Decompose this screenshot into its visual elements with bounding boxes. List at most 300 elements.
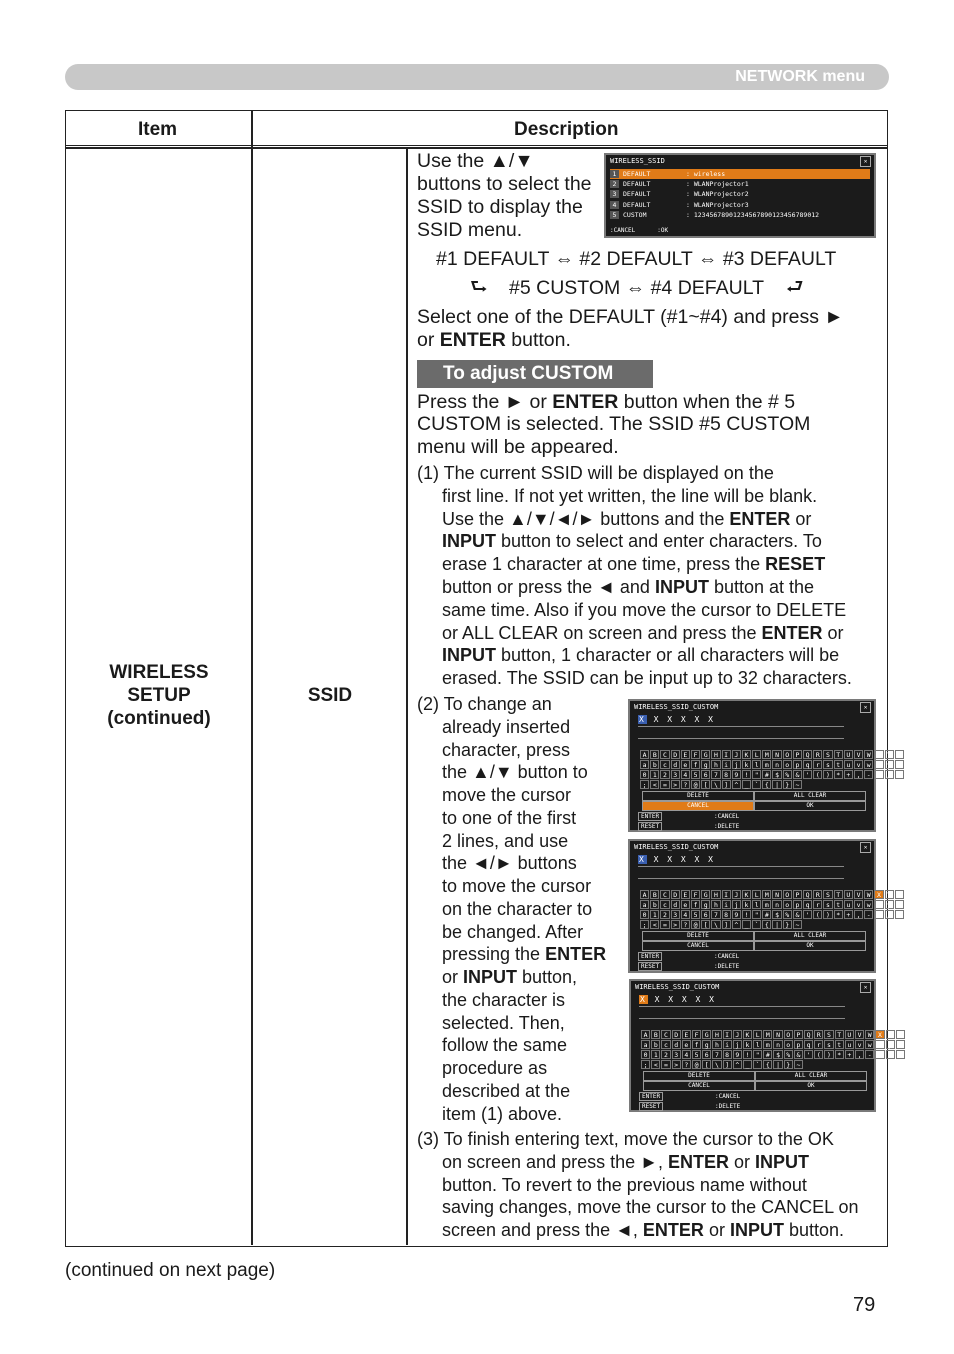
char-key: L: [752, 890, 761, 899]
char-key: {: [763, 1060, 772, 1069]
select-line-2: or ENTER button.: [417, 329, 571, 351]
char-key: U: [845, 1030, 854, 1039]
char-key: P: [793, 750, 802, 759]
close-icon: ✕: [860, 156, 871, 167]
char-key: ': [803, 910, 812, 919]
step2-line: to move the cursor: [442, 876, 592, 896]
char-key: d: [671, 760, 680, 769]
char-key: 2: [661, 1050, 670, 1059]
char-key: A: [640, 890, 649, 899]
char-key: d: [671, 900, 680, 909]
char-key: _: [742, 780, 751, 789]
row-name: CUSTOM: [623, 210, 647, 219]
char-key: Y: [885, 890, 894, 899]
char-key: J: [732, 890, 741, 899]
char-key: k: [742, 900, 751, 909]
col-divider-2: [406, 147, 408, 1245]
all-clear-button: ALL CLEAR: [754, 931, 866, 941]
char-key: >: [671, 780, 680, 789]
ssid-menu-row[interactable]: [610, 169, 870, 179]
char-key: F: [692, 1030, 701, 1039]
ssid-entry-line: X X X X X X: [639, 715, 715, 724]
press-line-1: Press the ► or ENTER button when the # 5: [417, 391, 796, 413]
char-key: G: [701, 890, 710, 899]
char-key: i: [722, 900, 731, 909]
char-key: r: [814, 1040, 823, 1049]
char-key: ,: [854, 910, 863, 919]
char-key: x: [875, 1040, 884, 1049]
sub-item-cell: SSID: [307, 685, 353, 706]
ssid-menu-row[interactable]: [610, 210, 870, 220]
delete-button: DELETE: [642, 931, 754, 941]
ssid-entry-line: X X X X X X: [640, 995, 716, 1004]
char-key: a: [640, 760, 649, 769]
char-key: ;: [640, 780, 649, 789]
step2-line: 2 lines, and use: [442, 830, 569, 851]
char-key: ): [824, 1050, 833, 1059]
char-key: 3: [671, 770, 680, 779]
char-key: y: [885, 900, 894, 909]
char-key: `: [752, 780, 761, 789]
char-key: 2: [660, 770, 669, 779]
char-key: o: [783, 760, 792, 769]
footer-enter: ENTER :CANCEL: [638, 952, 662, 961]
char-key: (: [814, 1050, 823, 1059]
char-key: f: [692, 1040, 701, 1049]
char-key: h: [711, 900, 720, 909]
step2-line: already inserted: [442, 716, 571, 737]
char-key: 3: [672, 1050, 681, 1059]
char-key: S: [823, 890, 832, 899]
char-key: ^: [732, 780, 741, 789]
char-key: E: [682, 1030, 691, 1039]
char-key: r: [813, 760, 822, 769]
char-key: ": [752, 910, 761, 919]
cycle-line-2: #5 CUSTOM ⇔ #4 DEFAULT: [509, 277, 765, 299]
custom-menu-title: WIRELESS_SSID_CUSTOM: [635, 983, 720, 991]
char-key: .: [874, 770, 883, 779]
char-key: N: [772, 750, 781, 759]
step2-line: procedure as: [442, 1058, 548, 1078]
char-key: ): [823, 770, 832, 779]
cancel-button: CANCEL: [642, 801, 754, 811]
step2-line: the ◄/► buttons: [442, 853, 577, 874]
char-key: v: [855, 1040, 864, 1049]
row-value: : WLANProjector3: [686, 200, 749, 209]
table-header: [66, 111, 887, 146]
char-key: g: [702, 1040, 711, 1049]
char-key: ,: [854, 770, 863, 779]
character-grid: [640, 750, 905, 790]
char-key: o: [783, 900, 792, 909]
char-key: /: [885, 910, 894, 919]
ssid-menu-row[interactable]: [610, 189, 870, 199]
char-key: a: [640, 900, 649, 909]
char-key: ~: [794, 1060, 803, 1069]
char-key: F: [691, 750, 700, 759]
char-key: q: [803, 900, 812, 909]
char-key: 9: [732, 770, 741, 779]
char-key: }: [783, 780, 792, 789]
char-key: <: [651, 1060, 660, 1069]
ok-button: OK: [755, 1081, 867, 1091]
char-key: u: [844, 900, 853, 909]
item-line: SETUP: [127, 685, 191, 706]
char-key: _: [742, 920, 751, 929]
char-key: ^: [733, 1060, 742, 1069]
char-key: b: [650, 900, 659, 909]
char-key: 7: [711, 770, 720, 779]
step2-line: or INPUT button,: [442, 967, 578, 987]
char-key: p: [793, 900, 802, 909]
char-key: A: [640, 750, 649, 759]
char-key: h: [712, 1040, 721, 1049]
char-key: v: [854, 760, 863, 769]
col-desc-header: Description: [514, 119, 619, 140]
char-key: Z: [895, 890, 904, 899]
char-key: J: [732, 750, 741, 759]
char-key: +: [844, 910, 853, 919]
char-key: Z: [896, 1030, 905, 1039]
char-key: %: [784, 1050, 793, 1059]
char-key: R: [813, 750, 822, 759]
char-key: T: [834, 750, 843, 759]
char-key: [: [701, 920, 710, 929]
char-key: g: [701, 900, 710, 909]
char-key: D: [671, 750, 680, 759]
step2-line: character, press: [442, 739, 571, 760]
char-key: T: [834, 890, 843, 899]
char-key: e: [681, 760, 690, 769]
char-key: F: [691, 890, 700, 899]
char-key: 8: [722, 910, 731, 919]
char-key: *: [834, 910, 843, 919]
char-key: ;: [640, 920, 649, 929]
char-key: t: [834, 760, 843, 769]
char-key: $: [773, 1050, 782, 1059]
char-key: (: [813, 910, 822, 919]
step2-line: item (1) above.: [442, 1103, 563, 1124]
char-key: s: [823, 760, 832, 769]
cycle-arrow-left: ⮑: [470, 276, 488, 298]
all-clear-button: ALL CLEAR: [754, 791, 866, 801]
cycle-arrow-right: ⮐: [786, 276, 804, 298]
char-key: y: [885, 760, 894, 769]
char-key: X: [875, 1030, 884, 1039]
char-key: y: [886, 1040, 895, 1049]
char-key: 1: [650, 770, 659, 779]
step2-line: described at the: [442, 1080, 571, 1101]
char-key: u: [845, 1040, 854, 1049]
char-key: t: [835, 1040, 844, 1049]
custom-menu-screenshot-3: [629, 979, 903, 1112]
char-key: ?: [682, 1060, 691, 1069]
step1-line: same time. Also if you move the cursor to DELETE: [442, 599, 847, 620]
char-key: m: [762, 900, 771, 909]
row-number: 4: [610, 201, 619, 209]
char-key: \: [712, 1060, 721, 1069]
char-key: O: [784, 1030, 793, 1039]
close-icon: ✕: [860, 842, 871, 853]
char-key: f: [691, 760, 700, 769]
char-key: =: [660, 920, 669, 929]
char-key: U: [844, 890, 853, 899]
char-key: p: [794, 1040, 803, 1049]
char-key: B: [650, 750, 659, 759]
char-key: B: [651, 1030, 660, 1039]
char-key: #: [762, 910, 771, 919]
custom-menu-screenshot-2: [628, 839, 902, 973]
step3-line: on screen and press the ►, ENTER or INPUT: [442, 1151, 809, 1172]
char-key: Q: [803, 890, 812, 899]
char-key: X: [874, 750, 883, 759]
step1-line: button or press the ◄ and INPUT button at the: [442, 577, 815, 597]
row-number: 2: [610, 180, 619, 188]
step1-line: INPUT button, 1 character or all characters will be: [442, 645, 840, 666]
char-key: d: [672, 1040, 681, 1049]
char-key: ]: [722, 920, 731, 929]
char-key: [: [702, 1060, 711, 1069]
char-key: &: [794, 1050, 803, 1059]
char-key: c: [661, 1040, 670, 1049]
char-key: c: [660, 900, 669, 909]
char-key: ?: [681, 780, 690, 789]
char-key: 7: [711, 910, 720, 919]
char-key: x: [874, 760, 883, 769]
char-key: o: [784, 1040, 793, 1049]
char-key: S: [823, 750, 832, 759]
char-key: 4: [681, 910, 690, 919]
char-key: t: [834, 900, 843, 909]
char-key: j: [732, 760, 741, 769]
char-key: 6: [702, 1050, 711, 1059]
char-key: #: [763, 1050, 772, 1059]
custom-menu-title: WIRELESS_SSID_CUSTOM: [634, 843, 719, 851]
char-key: !: [742, 770, 751, 779]
char-key: [: [701, 780, 710, 789]
char-key: >: [671, 920, 680, 929]
char-key: b: [651, 1040, 660, 1049]
close-icon: ✕: [860, 702, 871, 713]
char-key: L: [752, 750, 761, 759]
item-cell: [66, 661, 252, 730]
char-key: w: [864, 900, 873, 909]
row-name: DEFAULT: [623, 200, 651, 209]
step2-line: pressing the ENTER: [442, 944, 607, 965]
char-key: m: [763, 1040, 772, 1049]
char-key: j: [732, 900, 741, 909]
cancel-button: CANCEL: [643, 1081, 755, 1091]
char-key: 9: [733, 1050, 742, 1059]
char-key: #: [762, 770, 771, 779]
continued-note: (continued on next page): [65, 1260, 276, 1281]
ssid-menu-screenshot: [604, 153, 876, 238]
char-key: @: [692, 1060, 701, 1069]
char-key: M: [762, 750, 771, 759]
char-key: J: [733, 1030, 742, 1039]
step2-line: move the cursor: [442, 785, 572, 805]
char-key: s: [823, 900, 832, 909]
char-key: }: [784, 1060, 793, 1069]
char-key: z: [895, 900, 904, 909]
char-key: =: [660, 780, 669, 789]
char-key: 8: [723, 1050, 732, 1059]
char-key: U: [844, 750, 853, 759]
char-key: ]: [723, 1060, 732, 1069]
char-key: 4: [681, 770, 690, 779]
section-header-bar: [65, 64, 889, 90]
char-key: 2: [660, 910, 669, 919]
char-key: O: [783, 890, 792, 899]
step1-line: INPUT button to select and enter characters. To: [442, 531, 822, 552]
char-key: ;: [641, 1060, 650, 1069]
char-key: $: [772, 910, 781, 919]
char-key: |: [773, 1060, 782, 1069]
page-number: 79: [853, 1294, 876, 1316]
char-key: q: [804, 1040, 813, 1049]
char-key: q: [803, 760, 812, 769]
char-key: \: [711, 780, 720, 789]
step3-line: saving changes, move the cursor to the CANCEL on: [442, 1197, 859, 1218]
step2-line: the ▲/▼ button to: [442, 762, 588, 783]
char-key: O: [783, 750, 792, 759]
char-key: u: [844, 760, 853, 769]
char-key: -: [864, 770, 873, 779]
char-key: *: [834, 770, 843, 779]
char-key: D: [672, 1030, 681, 1039]
char-key: 1: [650, 910, 659, 919]
char-key: (: [813, 770, 822, 779]
step1-line: (1) The current SSID will be displayed on the: [417, 463, 774, 483]
row-name: DEFAULT: [623, 180, 651, 189]
char-key: B: [650, 890, 659, 899]
step1-line: first line. If not yet written, the line will be blank.: [442, 485, 818, 506]
char-key: Q: [803, 750, 812, 759]
char-key: ': [803, 770, 812, 779]
char-key: 0: [640, 910, 649, 919]
footer-reset: RESET :DELETE: [638, 962, 662, 971]
custom-menu-title: WIRELESS_SSID_CUSTOM: [634, 703, 719, 711]
char-key: W: [864, 750, 873, 759]
step3-line: screen and press the ◄, ENTER or INPUT button.: [442, 1220, 844, 1240]
char-key: D: [671, 890, 680, 899]
char-key: l: [753, 1040, 762, 1049]
char-key: R: [814, 1030, 823, 1039]
char-key: |: [772, 920, 781, 929]
char-key: 6: [701, 770, 710, 779]
char-key: M: [762, 890, 771, 899]
delete-button: DELETE: [642, 791, 754, 801]
char-key: 9: [732, 910, 741, 919]
char-key: &: [793, 770, 802, 779]
char-key: N: [773, 1030, 782, 1039]
char-key: V: [854, 890, 863, 899]
char-key: V: [854, 750, 863, 759]
footer-ok: :OK: [657, 227, 669, 234]
char-key: l: [752, 760, 761, 769]
item-line: (continued): [107, 708, 211, 729]
char-key: 8: [722, 770, 731, 779]
char-key: x: [874, 900, 883, 909]
row-number: 3: [610, 190, 619, 198]
char-key: ): [823, 910, 832, 919]
char-key: *: [835, 1050, 844, 1059]
char-key: {: [762, 780, 771, 789]
char-key: V: [855, 1030, 864, 1039]
char-key: g: [701, 760, 710, 769]
char-key: 5: [692, 1050, 701, 1059]
char-key: L: [753, 1030, 762, 1039]
char-key: ^: [732, 920, 741, 929]
char-key: i: [723, 1040, 732, 1049]
char-key: =: [661, 1060, 670, 1069]
character-grid: [640, 890, 905, 930]
char-key: %: [783, 910, 792, 919]
char-key: {: [762, 920, 771, 929]
press-line-2: CUSTOM is selected. The SSID #5 CUSTOM: [417, 413, 811, 435]
char-key: 0: [641, 1050, 650, 1059]
ssid-menu-title: WIRELESS_SSID: [610, 157, 665, 165]
char-key: _: [743, 1060, 752, 1069]
footer-reset: RESET :DELETE: [638, 822, 662, 831]
char-key: @: [691, 920, 700, 929]
step2-line: to one of the first: [442, 807, 577, 828]
footer-enter: ENTER :CANCEL: [638, 812, 662, 821]
char-key: +: [844, 770, 853, 779]
char-key: 6: [701, 910, 710, 919]
all-clear-button: ALL CLEAR: [755, 1071, 867, 1081]
char-key: /: [885, 770, 894, 779]
char-key: >: [672, 1060, 681, 1069]
row-number: 5: [610, 211, 619, 219]
char-key: `: [752, 920, 761, 929]
char-key: f: [691, 900, 700, 909]
step3-line: button. To revert to the previous name without: [442, 1174, 807, 1195]
char-key: j: [733, 1040, 742, 1049]
char-key: W: [864, 890, 873, 899]
footer-cancel: :CANCEL: [610, 227, 636, 234]
char-key: Y: [886, 1030, 895, 1039]
char-key: 7: [712, 1050, 721, 1059]
char-key: Q: [804, 1030, 813, 1039]
char-key: n: [772, 760, 781, 769]
char-key: !: [742, 910, 751, 919]
char-key: w: [865, 1040, 874, 1049]
char-key: 1: [651, 1050, 660, 1059]
char-key: K: [742, 750, 751, 759]
cycle-line-1: #1 DEFAULT ⇔ #2 DEFAULT ⇔ #3 DEFAULT: [436, 248, 837, 270]
ssid-menu-row[interactable]: [610, 200, 870, 210]
char-key: :: [895, 770, 904, 779]
row-value: : wireless: [686, 170, 726, 178]
char-key: S: [824, 1030, 833, 1039]
char-key: :: [896, 1050, 905, 1059]
char-key: I: [722, 890, 731, 899]
char-key: 5: [691, 910, 700, 919]
char-key: /: [886, 1050, 895, 1059]
row-number: 1: [610, 170, 619, 178]
ssid-menu-row[interactable]: [610, 179, 870, 189]
step1-line: erase 1 character at one time, press the RESET: [442, 554, 826, 575]
custom-menu-screenshot-1: [628, 699, 902, 832]
step2-line: the character is: [442, 989, 566, 1010]
char-key: ?: [681, 920, 690, 929]
char-key: +: [845, 1050, 854, 1059]
char-key: K: [742, 890, 751, 899]
item-line: WIRELESS: [109, 662, 209, 683]
char-key: }: [783, 920, 792, 929]
char-key: .: [875, 1050, 884, 1059]
